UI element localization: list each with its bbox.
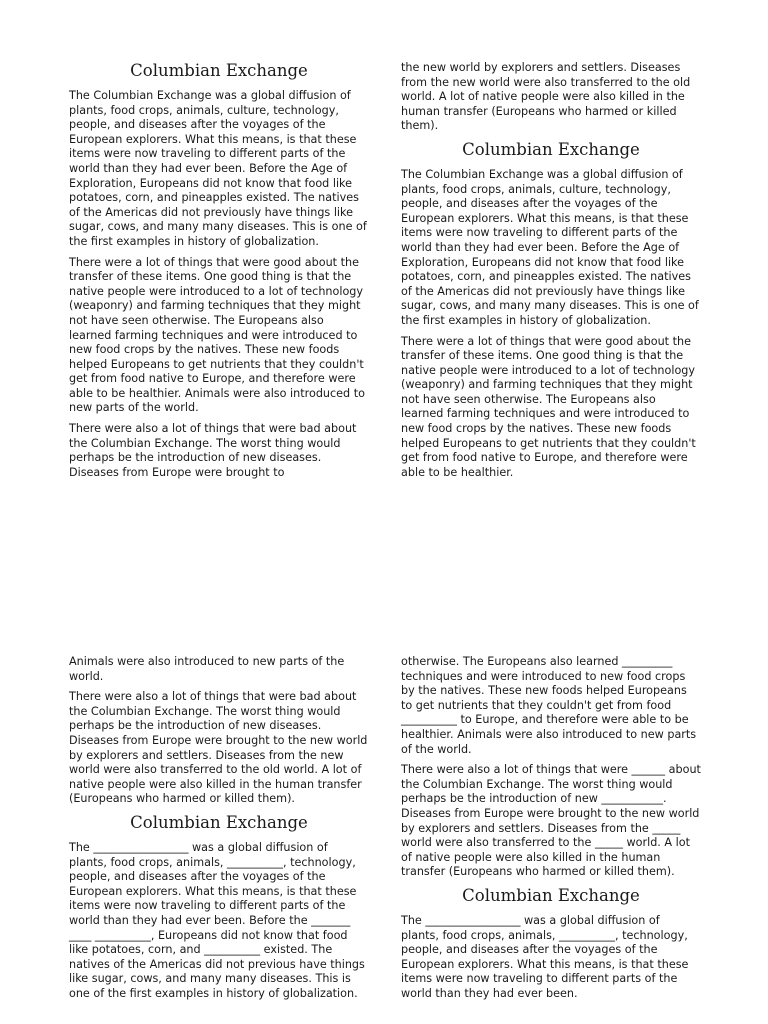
- bad-effects-paragraph: There were also a lot of things that were bad about the Columbian Exchange. The worst thing would perhaps be the introduction of new diseases. Diseases from Europe were brought to the new world by explorers and settlers. Diseases from the new world were also transferred to the old world. A lot of native people were also killed in the human transfer (Europeans who harmed or killed them).: [69, 690, 368, 806]
- bottom-right-column: [401, 655, 701, 1007]
- worksheet-title: Columbian Exchange: [130, 61, 308, 80]
- continued-paragraph: Animals were also introduced to new parts of the world.: [69, 655, 345, 683]
- intro-paragraph: The Columbian Exchange was a global diffusion of plants, food crops, animals, culture, technology, people, and diseases after the voyages of the European explorers. What this means, is that these items were now traveling to different parts of the world than they had ever been. Before the Age of Exploration, Europeans did not know that food like potatoes, corn, and pineapples existed. The natives of the Americas did not previously have things like sugar, cows, and many many diseases. This is one of the first examples in history of globalization.: [401, 167, 699, 327]
- fill-in-blank-paragraph: The _________________ was a global diffusion of plants, food crops, animals, __________, technology, people, and diseases after the voyages of the European explorers. What this means, is that these items were now traveling to different parts of the world than they had ever been.: [401, 913, 689, 1000]
- worksheet-title: Columbian Exchange: [462, 139, 640, 159]
- good-effects-paragraph: There were a lot of things that were good about the transfer of these items. One good thing is that the native people were introduced to a lot of technology (weaponry) and farming techniques that they might not have seen otherwise. The Europeans also learned farming techniques and were introduced to new food crops by the natives. These new foods helped Europeans to get nutrients that they couldn't get from food native to Europe, and therefore were able to be healthier.: [401, 334, 696, 479]
- intro-paragraph: The Columbian Exchange was a global diffusion of plants, food crops, animals, culture, technology, people, and diseases after the voyages of the European explorers. What this means, is that these items were now traveling to different parts of the world than they had ever been. Before the Age of Exploration, Europeans did not know that food like potatoes, corn, and pineapples existed. The natives of the Americas did not previously have things like sugar, cows, and many many diseases. This is one of the first examples in history of globalization.: [69, 89, 367, 248]
- fill-in-blank-paragraph: There were also a lot of things that were ______ about the Columbian Exchange. The worst thing would perhaps be the introduction of new ___________. Diseases from Europe were brought to the new world by explorers and settlers. Diseases from the _____ world were also transferred to the _____ world. A lot of native people were also killed in the human transfer (Europeans who harmed or killed them).: [401, 763, 701, 879]
- top-left-column: [69, 61, 369, 486]
- good-effects-paragraph: There were a lot of things that were good about the transfer of these items. One good thing is that the native people were introduced to a lot of technology (weaponry) and farming techniques that they might not have seen otherwise. The Europeans also learned farming techniques and were introduced to new food crops by the natives. These new foods helped Europeans to get nutrients that they couldn't get from food native to Europe, and therefore were able to be healthier. Animals were also introduced to new parts of the world.: [69, 255, 365, 415]
- fill-in-blank-paragraph: The _________________ was a global diffusion of plants, food crops, animals, __________, technology, people, and diseases after the voyages of the European explorers. What this means, is that these items were now traveling to different parts of the world than they had ever been. Before the _______ ____ __________, Europeans did not know that food like potatoes, corn, and __________ existed. The natives of the Americas did not previous have things like sugar, cows, and many many diseases. This is one of the first examples in history of globalization.: [69, 840, 365, 1000]
- continued-paragraph: the new world by explorers and settlers. Diseases from the new world were also transferred to the old world. A lot of native people were also killed in the human transfer (Europeans who harmed or killed them).: [401, 61, 691, 133]
- bottom-left-column: [69, 655, 369, 1007]
- top-right-column: [401, 61, 701, 486]
- worksheet-title: Columbian Exchange: [462, 885, 640, 905]
- continued-fill-in-paragraph: otherwise. The Europeans also learned _________ techniques and were introduced to new food crops by the natives. These new foods helped Europeans to get nutrients that they couldn't get from food __________ to Europe, and therefore were able to be healthier. Animals were also introduced to new parts of the world.: [401, 655, 697, 756]
- worksheet-title: Columbian Exchange: [130, 812, 308, 832]
- bad-effects-paragraph: There were also a lot of things that were bad about the Columbian Exchange. The worst thing would perhaps be the introduction of new diseases. Diseases from Europe were brought to: [69, 422, 357, 479]
